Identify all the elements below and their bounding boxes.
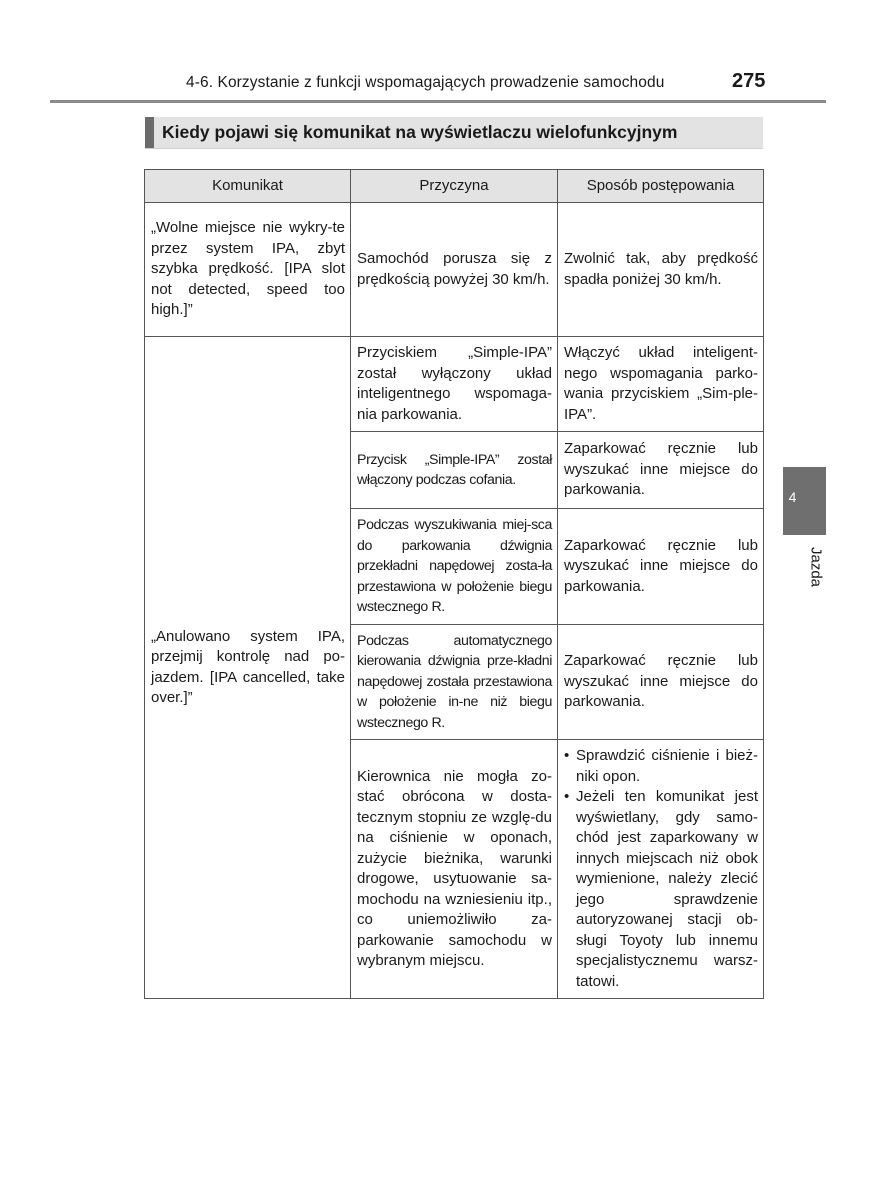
column-header-action: Sposób postępowania bbox=[558, 170, 764, 203]
cause-cell: Podczas automatycznego kierowania dźwignia prze-kładni napędowej została przestawiona w położenie in-ne niż biegu wstecznego R. bbox=[351, 624, 558, 740]
action-cell: Włączyć układ inteligent-nego wspomagania parko-wania przyciskiem „Sim-ple-IPA”. bbox=[558, 337, 764, 432]
messages-table bbox=[144, 169, 764, 999]
table-header-row bbox=[145, 170, 764, 203]
action-bullet: • Jeżeli ten komunikat jest wyświetlany, gdy samo-chód jest zaparkowany w innych miejscach niż obok wymienione, należy zlecić jego sprawdzenie autoryzowanej stacji ob-sługi Toyoty lub innemu specjalistycznemu warsz-tatowi. bbox=[564, 787, 758, 992]
table-row bbox=[145, 203, 764, 337]
column-header-cause: Przyczyna bbox=[351, 170, 558, 203]
section-heading bbox=[145, 117, 763, 149]
action-cell: Zaparkować ręcznie lub wyszukać inne miejsce do parkowania. bbox=[558, 509, 764, 625]
section-marker bbox=[145, 117, 154, 148]
message-cell: „Anulowano system IPA, przejmij kontrolę nad po-jazdem. [IPA cancelled, take over.]” bbox=[145, 337, 351, 999]
action-cell bbox=[558, 740, 764, 999]
action-bullet: • Sprawdzić ciśnienie i bież-niki opon. bbox=[564, 746, 758, 787]
chapter-header: 4-6. Korzystanie z funkcji wspomagających prowadzenie samochodu bbox=[186, 74, 665, 91]
chapter-tab-number: 4 bbox=[788, 489, 797, 505]
column-header-message: Komunikat bbox=[145, 170, 351, 203]
table-row bbox=[145, 337, 764, 432]
chapter-tab-label: Jazda bbox=[807, 546, 825, 588]
action-bullet-list bbox=[564, 746, 758, 992]
cause-cell: Przycisk „Simple-IPA” został włączony podczas cofania. bbox=[351, 432, 558, 509]
cause-cell: Samochód porusza się z prędkością powyżej 30 km/h. bbox=[351, 203, 558, 337]
action-cell: Zaparkować ręcznie lub wyszukać inne miejsce do parkowania. bbox=[558, 624, 764, 740]
cause-cell: Kierownica nie mogła zo-stać obrócona w dosta-tecznym stopniu ze wzglę-du na ciśnienie w oponach, zużycie bieżnika, warunki drogowe, usytuowanie sa-mochodu na wzniesieniu itp., co uniemożliwiło za-parkowanie samochodu w wybranym miejscu. bbox=[351, 740, 558, 999]
header-rule bbox=[50, 100, 826, 103]
section-title: Kiedy pojawi się komunikat na wyświetlaczu wielofunkcyjnym bbox=[162, 122, 678, 142]
action-cell: Zaparkować ręcznie lub wyszukać inne miejsce do parkowania. bbox=[558, 432, 764, 509]
chapter-tab bbox=[783, 467, 826, 535]
cause-cell: Podczas wyszukiwania miej-sca do parkowania dźwignia przekładni napędowej zosta-ła przestawiona w położenie biegu wstecznego R. bbox=[351, 509, 558, 625]
page-number: 275 bbox=[732, 70, 766, 92]
message-cell: „Wolne miejsce nie wykry-te przez system IPA, zbyt szybka prędkość. [IPA slot not detected, speed too high.]” bbox=[145, 203, 351, 337]
cause-cell: Przyciskiem „Simple-IPA” został wyłączony układ inteligentnego wspomaga-nia parkowania. bbox=[351, 337, 558, 432]
action-cell: Zwolnić tak, aby prędkość spadła poniżej 30 km/h. bbox=[558, 203, 764, 337]
